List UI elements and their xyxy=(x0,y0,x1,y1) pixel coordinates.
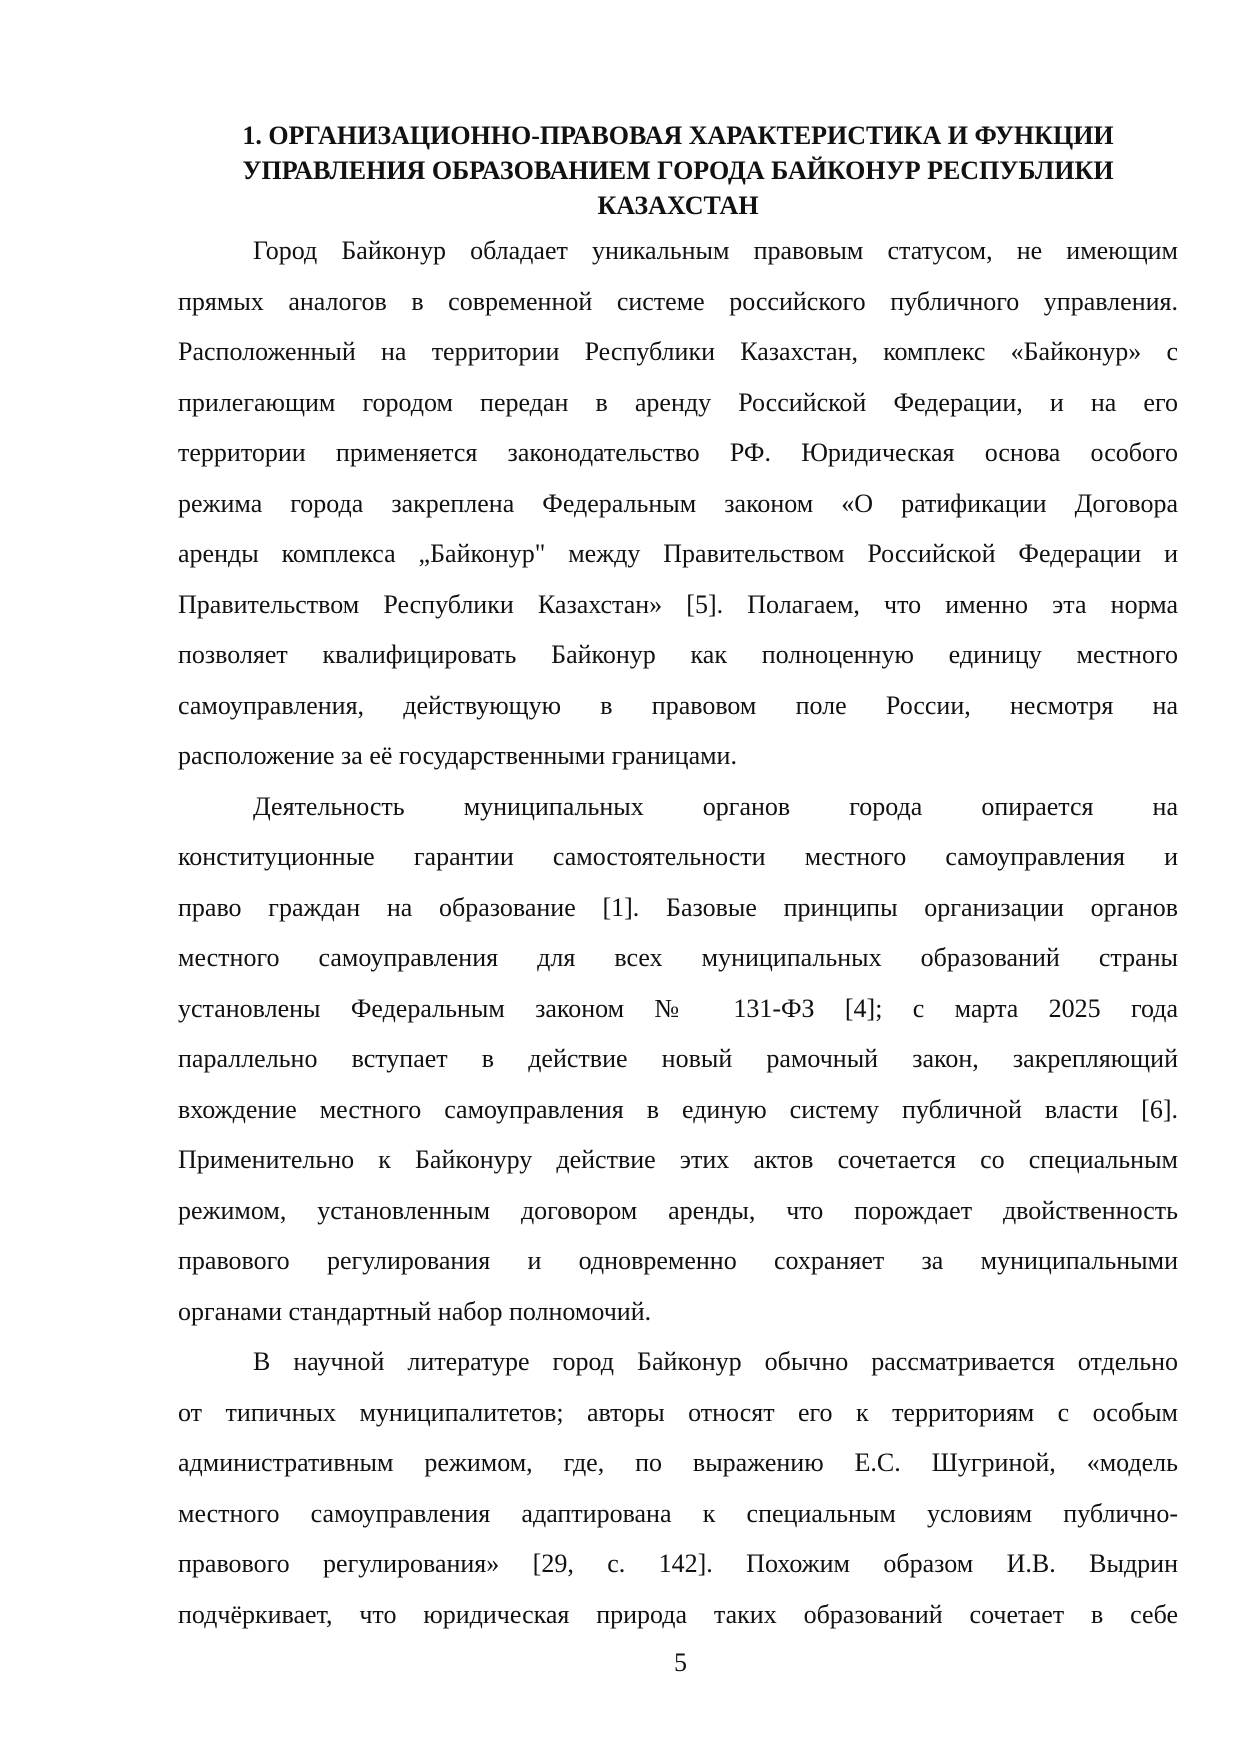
text-line: правового регулирования и одновременно сохраняет за муниципальными xyxy=(178,1246,1178,1275)
text-line: органами стандартный набор полномочий. xyxy=(178,1296,652,1326)
text-line: местного самоуправления адаптирована к специальным условиям публично- xyxy=(178,1498,1178,1528)
text-line: право граждан на образование [1]. Базовые принципы организации органов xyxy=(178,892,1178,922)
text-line: Расположенный на территории Республики Казахстан, комплекс «Байконур» с xyxy=(178,337,1178,366)
paragraph-2 xyxy=(178,782,1178,1338)
text-line: В научной литературе город Байконур обычно рассматривается отдельно xyxy=(253,1347,1178,1376)
paragraph-3 xyxy=(178,1337,1178,1640)
text-line: конституционные гарантии самостоятельности местного самоуправления и xyxy=(178,842,1178,871)
text-line: вхождение местного самоуправления в единую систему публичной власти [6]. xyxy=(178,1094,1178,1124)
heading-line: КАЗАХСТАН xyxy=(597,191,759,220)
text-line: административным режимом, где, по выражению Е.С. Шугриной, «модель xyxy=(178,1448,1178,1477)
body-text xyxy=(178,226,1178,1640)
text-line: подчёркивает, что юридическая природа таких образований сочетает в себе xyxy=(178,1599,1178,1629)
heading-line: 1. ОРГАНИЗАЦИОННО-ПРАВОВАЯ ХАРАКТЕРИСТИКА И ФУНКЦИИ xyxy=(242,121,1114,150)
text-line: прилегающим городом передан в аренду Российской Федерации, и на его xyxy=(178,387,1178,417)
paragraph-1 xyxy=(178,226,1178,782)
text-line: расположение за её государственными границами. xyxy=(178,741,737,770)
text-line: аренды комплекса „Байконур" между Правительством Российской Федерации и xyxy=(178,539,1178,568)
page-number: 5 xyxy=(674,1648,687,1677)
text-line: Правительством Республики Казахстан» [5]. Полагаем, что именно эта норма xyxy=(178,589,1178,619)
text-line: Деятельность муниципальных органов города опирается на xyxy=(253,791,1178,821)
text-line: установлены Федеральным законом № 131-ФЗ [4]; с марта 2025 года xyxy=(178,993,1178,1023)
text-line: параллельно вступает в действие новый рамочный закон, закрепляющий xyxy=(178,1044,1178,1073)
section-heading xyxy=(178,118,1178,223)
text-line: позволяет квалифицировать Байконур как полноценную единицу местного xyxy=(178,640,1178,669)
text-line: правового регулирования» [29, с. 142]. Похожим образом И.В. Выдрин xyxy=(178,1549,1178,1578)
text-line: Город Байконур обладает уникальным правовым статусом, не имеющим xyxy=(253,236,1178,265)
text-line: Применительно к Байконуру действие этих актов сочетается со специальным xyxy=(178,1145,1178,1174)
text-line: режимом, установленным договором аренды, что порождает двойственность xyxy=(178,1195,1178,1225)
text-line: режима города закреплена Федеральным законом «О ратификации Договора xyxy=(178,488,1178,518)
heading-line: УПРАВЛЕНИЯ ОБРАЗОВАНИЕМ ГОРОДА БАЙКОНУР РЕСПУБЛИКИ xyxy=(242,156,1114,185)
text-line: местного самоуправления для всех муниципальных образований страны xyxy=(178,943,1178,972)
text-line: от типичных муниципалитетов; авторы относят его к территориям с особым xyxy=(178,1397,1178,1427)
text-line: территории применяется законодательство РФ. Юридическая основа особого xyxy=(178,438,1178,467)
text-line: самоуправления, действующую в правовом поле России, несмотря на xyxy=(178,690,1178,720)
text-line: прямых аналогов в современной системе российского публичного управления. xyxy=(178,286,1178,316)
